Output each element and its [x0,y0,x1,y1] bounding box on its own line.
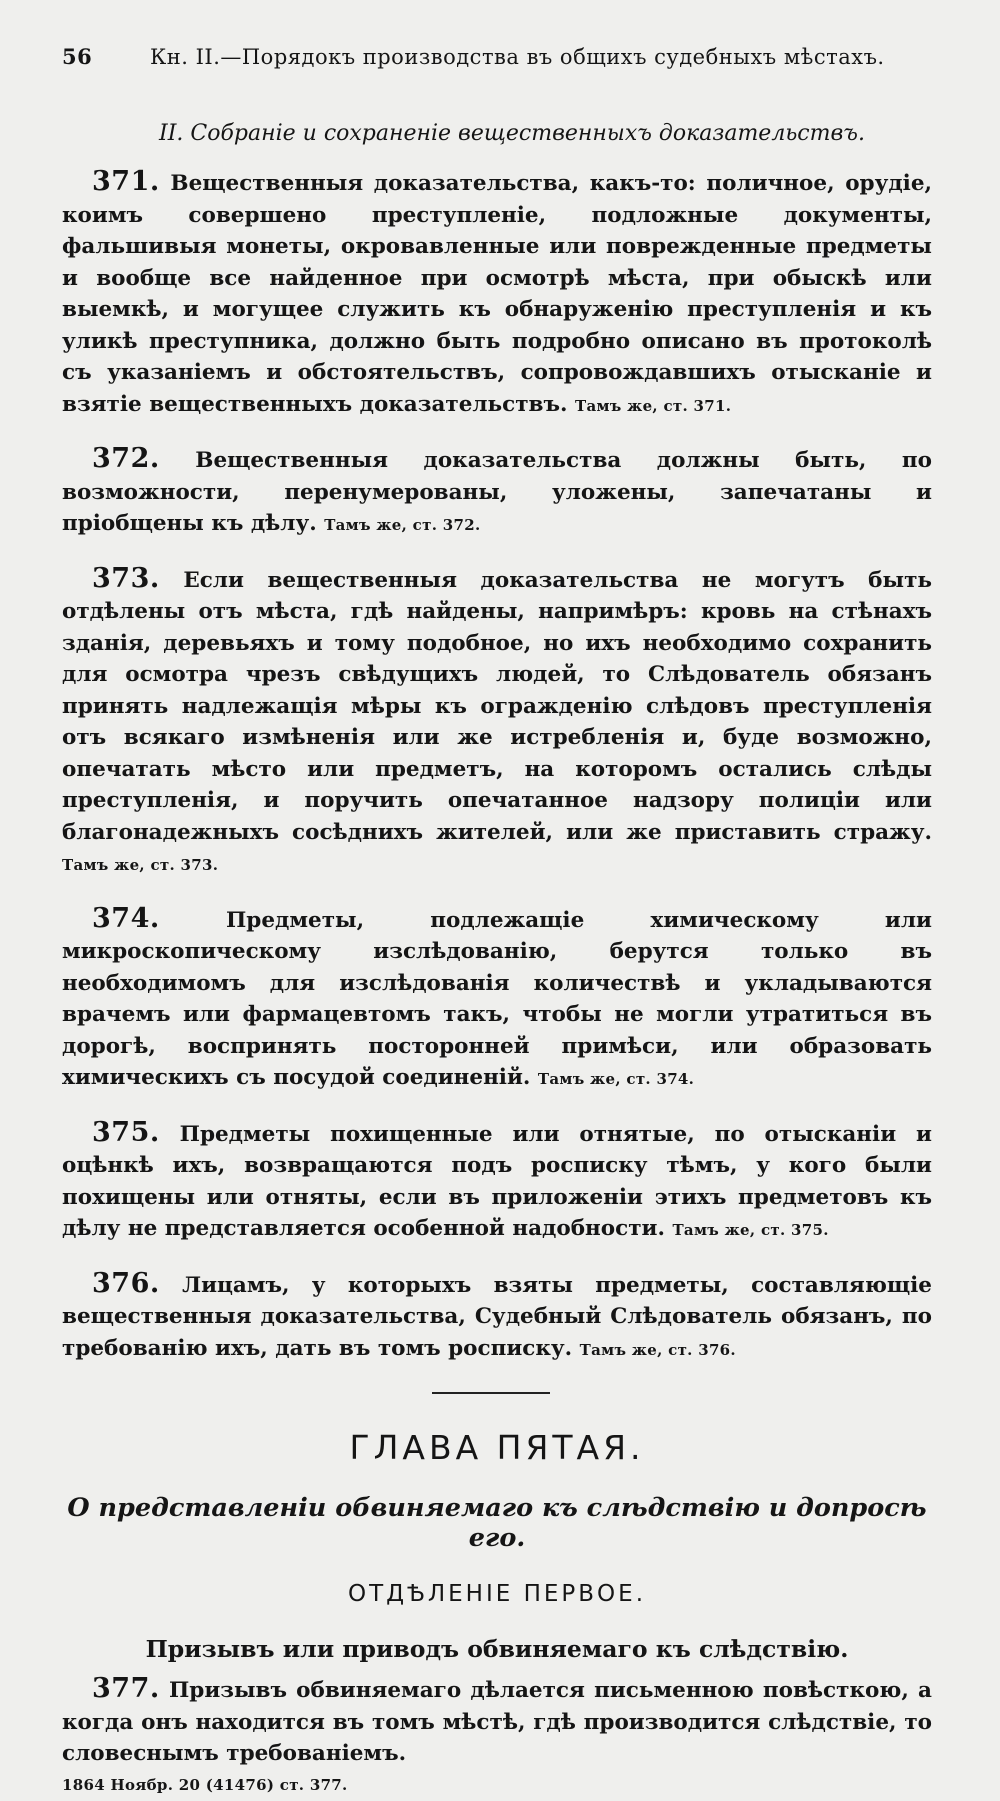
running-header [62,44,932,69]
chapter-heading: ГЛАВА ПЯТАЯ. [62,1428,932,1467]
section-divider [432,1392,550,1394]
page-number: 56 [62,44,150,69]
section-title: Призывъ или приводъ обвиняемаго къ слѣдствію. [62,1635,932,1663]
article-number: 375. [92,1117,160,1148]
article-text: Вещественныя доказательства, какъ-то: поличное, орудіе, коимъ совершено преступленіе, подложные документы, фальшивыя монеты, окровавленные или поврежденные предметы и вообще все найденное при осмотрѣ мѣста, при обыскѣ или выемкѣ, и могущее служить къ обнаруженію преступленія и къ уликѣ преступника, должно быть подробно описано въ протоколѣ съ указаніемъ и обстоятельствъ, сопровождавшихъ отысканіе и взятіе вещественныхъ доказательствъ. [62,171,932,417]
article-reference: Тамъ же, ст. 375. [672,1221,828,1239]
section-heading: ОТДѢЛЕНІЕ ПЕРВОЕ. [62,1581,932,1607]
article-reference: Тамъ же, ст. 376. [580,1341,736,1359]
article-number: 371. [92,166,160,197]
article-number: 373. [92,563,160,594]
subsection-heading: II. Собраніе и сохраненіе вещественныхъ доказательствъ. [62,121,932,146]
article-reference: Тамъ же, ст. 374. [538,1070,694,1088]
article-number: 377. [92,1673,160,1704]
article-371 [62,166,932,422]
article-text: Если вещественныя доказательства не могутъ быть отдѣлены отъ мѣста, гдѣ найдены, напримѣръ: кровь на стѣнахъ зданія, деревьяхъ и тому подобное, но ихъ необходимо сохранить для осмотра чрезъ свѣдущихъ людей, то Слѣдователь обязанъ принять надлежащія мѣры къ огражденію слѣдовъ преступленія отъ всякаго измѣненія или же истребленія и, буде возможно, опечатать мѣсто или предметъ, на которомъ остались слѣды преступленія, и поручить опечатанное надзору полиціи или благонадежныхъ сосѣднихъ жителей, или же приставить стражу. [62,568,932,845]
article-374 [62,903,932,1096]
article-reference: 1864 Ноябр. 20 (41476) ст. 377. [62,1770,932,1801]
article-375 [62,1117,932,1247]
article-reference: Тамъ же, ст. 371. [575,397,731,415]
article-number: 372. [92,443,160,474]
article-376 [62,1268,932,1367]
article-reference: Тамъ же, ст. 373. [62,856,218,874]
article-text: Предметы похищенные или отнятые, по отысканіи и оцѣнкѣ ихъ, возвращаются подъ росписку тѣмъ, у кого были похищены или отняты, если въ приложеніи этихъ предметовъ къ дѣлу не представляется особенной надобности. [62,1122,932,1242]
running-title: Кн. II.—Порядокъ производства въ общихъ судебныхъ мѣстахъ. [150,45,932,69]
chapter-title: О представленіи обвиняемаго къ слѣдствію и допросѣ его. [62,1493,932,1553]
article-text: Вещественныя доказательства должны быть, по возможности, перенумерованы, уложены, запечатаны и пріобщены къ дѣлу. [62,448,932,536]
article-number: 376. [92,1268,160,1299]
article-text: Призывъ обвиняемаго дѣлается письменною повѣсткою, а когда онъ находится въ томъ мѣстѣ, гдѣ производится слѣдствіе, то словеснымъ требованіемъ. [62,1678,932,1766]
article-text: Лицамъ, у которыхъ взяты предметы, составляющіе вещественныя доказательства, Судебный Слѣдователь обязанъ, по требованію ихъ, дать въ томъ росписку. [62,1273,932,1361]
article-reference: Тамъ же, ст. 372. [324,516,480,534]
article-number: 374. [92,903,160,934]
article-377 [62,1673,932,1801]
article-text: Предметы, подлежащіе химическому или микроскопическому изслѣдованію, берутся только въ необходимомъ для изслѣдованія количествѣ и укладываются врачемъ или фармацевтомъ такъ, чтобы не могли утратиться въ дорогѣ, воспринять посторонней примѣси, или образовать химическихъ съ посудой соединеній. [62,908,932,1091]
article-372 [62,443,932,542]
article-373 [62,563,932,882]
